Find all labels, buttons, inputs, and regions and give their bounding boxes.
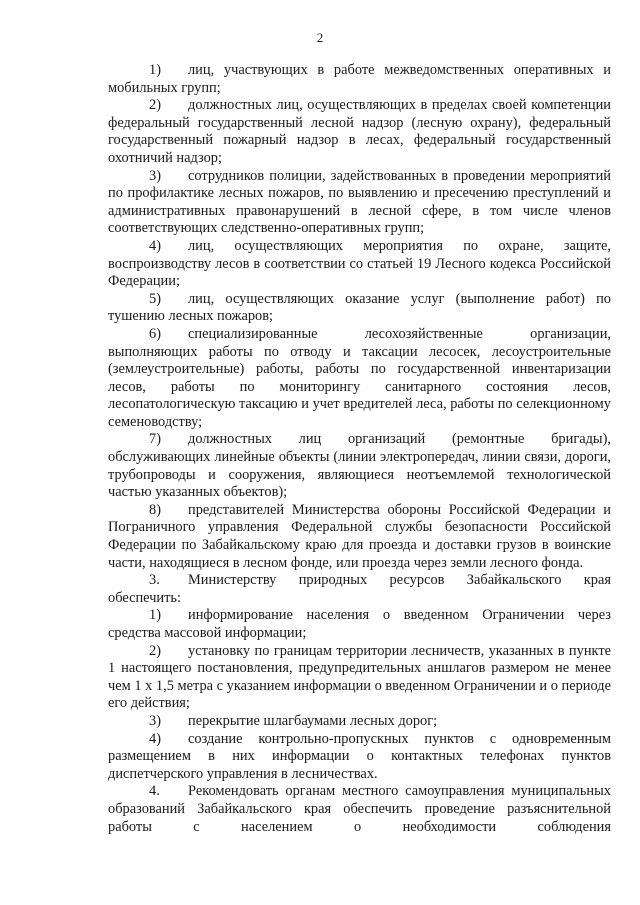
item-number: 3): [149, 712, 161, 729]
section-text: Министерству природных ресурсов Забайкальского края обеспечить:: [108, 572, 611, 606]
item-text: должностных лиц организаций (ремонтные бригады), обслуживающих линейные объекты (линии электропередач, линии связи, дороги, трубопроводы и сооружения, являющиеся неотъемлемой технологической частью указанных объектов);: [108, 431, 611, 501]
list-item: [108, 168, 611, 238]
list-item: [108, 431, 611, 501]
item-number: 1): [149, 607, 161, 624]
item-text: установку по границам территории лесничеств, указанных в пункте 1 настоящего постановления, предупредительных аншлагов размером не менее чем 1 x 1,5 метра с указанием информации о введенном Ограничении и о периоде его действия;: [108, 642, 611, 712]
item-number: 7): [149, 431, 161, 448]
section-text: Рекомендовать органам местного самоуправления муниципальных образований Забайкальского края обеспечить проведение разъяснительной работы с населением о необходимости соблюдения: [108, 783, 611, 835]
item-number: 2): [149, 642, 161, 659]
item-number: 3): [149, 167, 161, 184]
item-text: лиц, участвующих в работе межведомственных оперативных и мобильных групп;: [108, 62, 611, 96]
list-item: [108, 643, 611, 713]
list-item: [108, 607, 611, 642]
section-number: 3.: [149, 572, 160, 589]
item-text: информирование населения о введенном Ограничении через средства массовой информации;: [108, 607, 611, 641]
item-text: сотрудников полиции, задействованных в проведении мероприятий по профилактике лесных пожаров, по выявлению и пресечению преступлений и административных правонарушений в лесной сфере, в том числе членов соответствующих следственно-оперативных групп;: [108, 167, 611, 237]
item-number: 6): [149, 325, 161, 342]
section-item: [108, 783, 611, 836]
list-item: [108, 62, 611, 97]
list-item: [108, 238, 611, 291]
item-text: создание контрольно-пропускных пунктов с одновременным размещением в них информации о контактных телефонах пунктов диспетчерского управления в лесничествах.: [108, 730, 611, 782]
page-number: 2: [316, 30, 324, 45]
item-number: 8): [149, 501, 161, 518]
item-number: 1): [149, 62, 161, 78]
list-item: [108, 731, 611, 784]
list-item: [108, 713, 611, 731]
item-number: 4): [149, 730, 161, 747]
section-item: [108, 572, 611, 607]
list-item: [108, 291, 611, 326]
list-item: [108, 502, 611, 572]
item-text: специализированные лесохозяйственные организации, выполняющих работы по отводу и таксации лесосек, лесоустроительные (землеустроительные) работы, работы по государственной инвентаризации лесов, работы по мониторингу санитарного состояния лесов, лесопатологическую таксацию и учет вредителей леса, работы по селекционному семеноводству;: [108, 325, 611, 430]
item-number: 2): [149, 97, 161, 114]
item-text: лиц, осуществляющих мероприятия по охране, защите, воспроизводству лесов в соответствии со статьей 19 Лесного кодекса Российской Федерации;: [108, 237, 611, 290]
item-number: 4): [149, 237, 161, 254]
item-text: перекрытие шлагбаумами лесных дорог;: [188, 712, 438, 729]
document-body: [108, 62, 611, 836]
item-text: представителей Министерства обороны Российской Федерации и Пограничного управления Федеральной службы безопасности Российской Федерации по Забайкальскому краю для проезда и доставки грузов в воинские части, находящиеся в лесном фонде, или проезда через земли лесного фонда.: [108, 501, 611, 571]
item-text: должностных лиц, осуществляющих в пределах своей компетенции федеральный государственный лесной надзор (лесную охрану), федеральный государственный пожарный надзор в лесах, федеральный государственный охотничий надзор;: [108, 97, 611, 166]
section-number: 4.: [149, 783, 160, 800]
list-item: [108, 326, 611, 432]
list-item: [108, 97, 611, 167]
item-number: 5): [149, 290, 161, 307]
item-text: лиц, осуществляющих оказание услуг (выполнение работ) по тушению лесных пожаров;: [108, 290, 611, 325]
